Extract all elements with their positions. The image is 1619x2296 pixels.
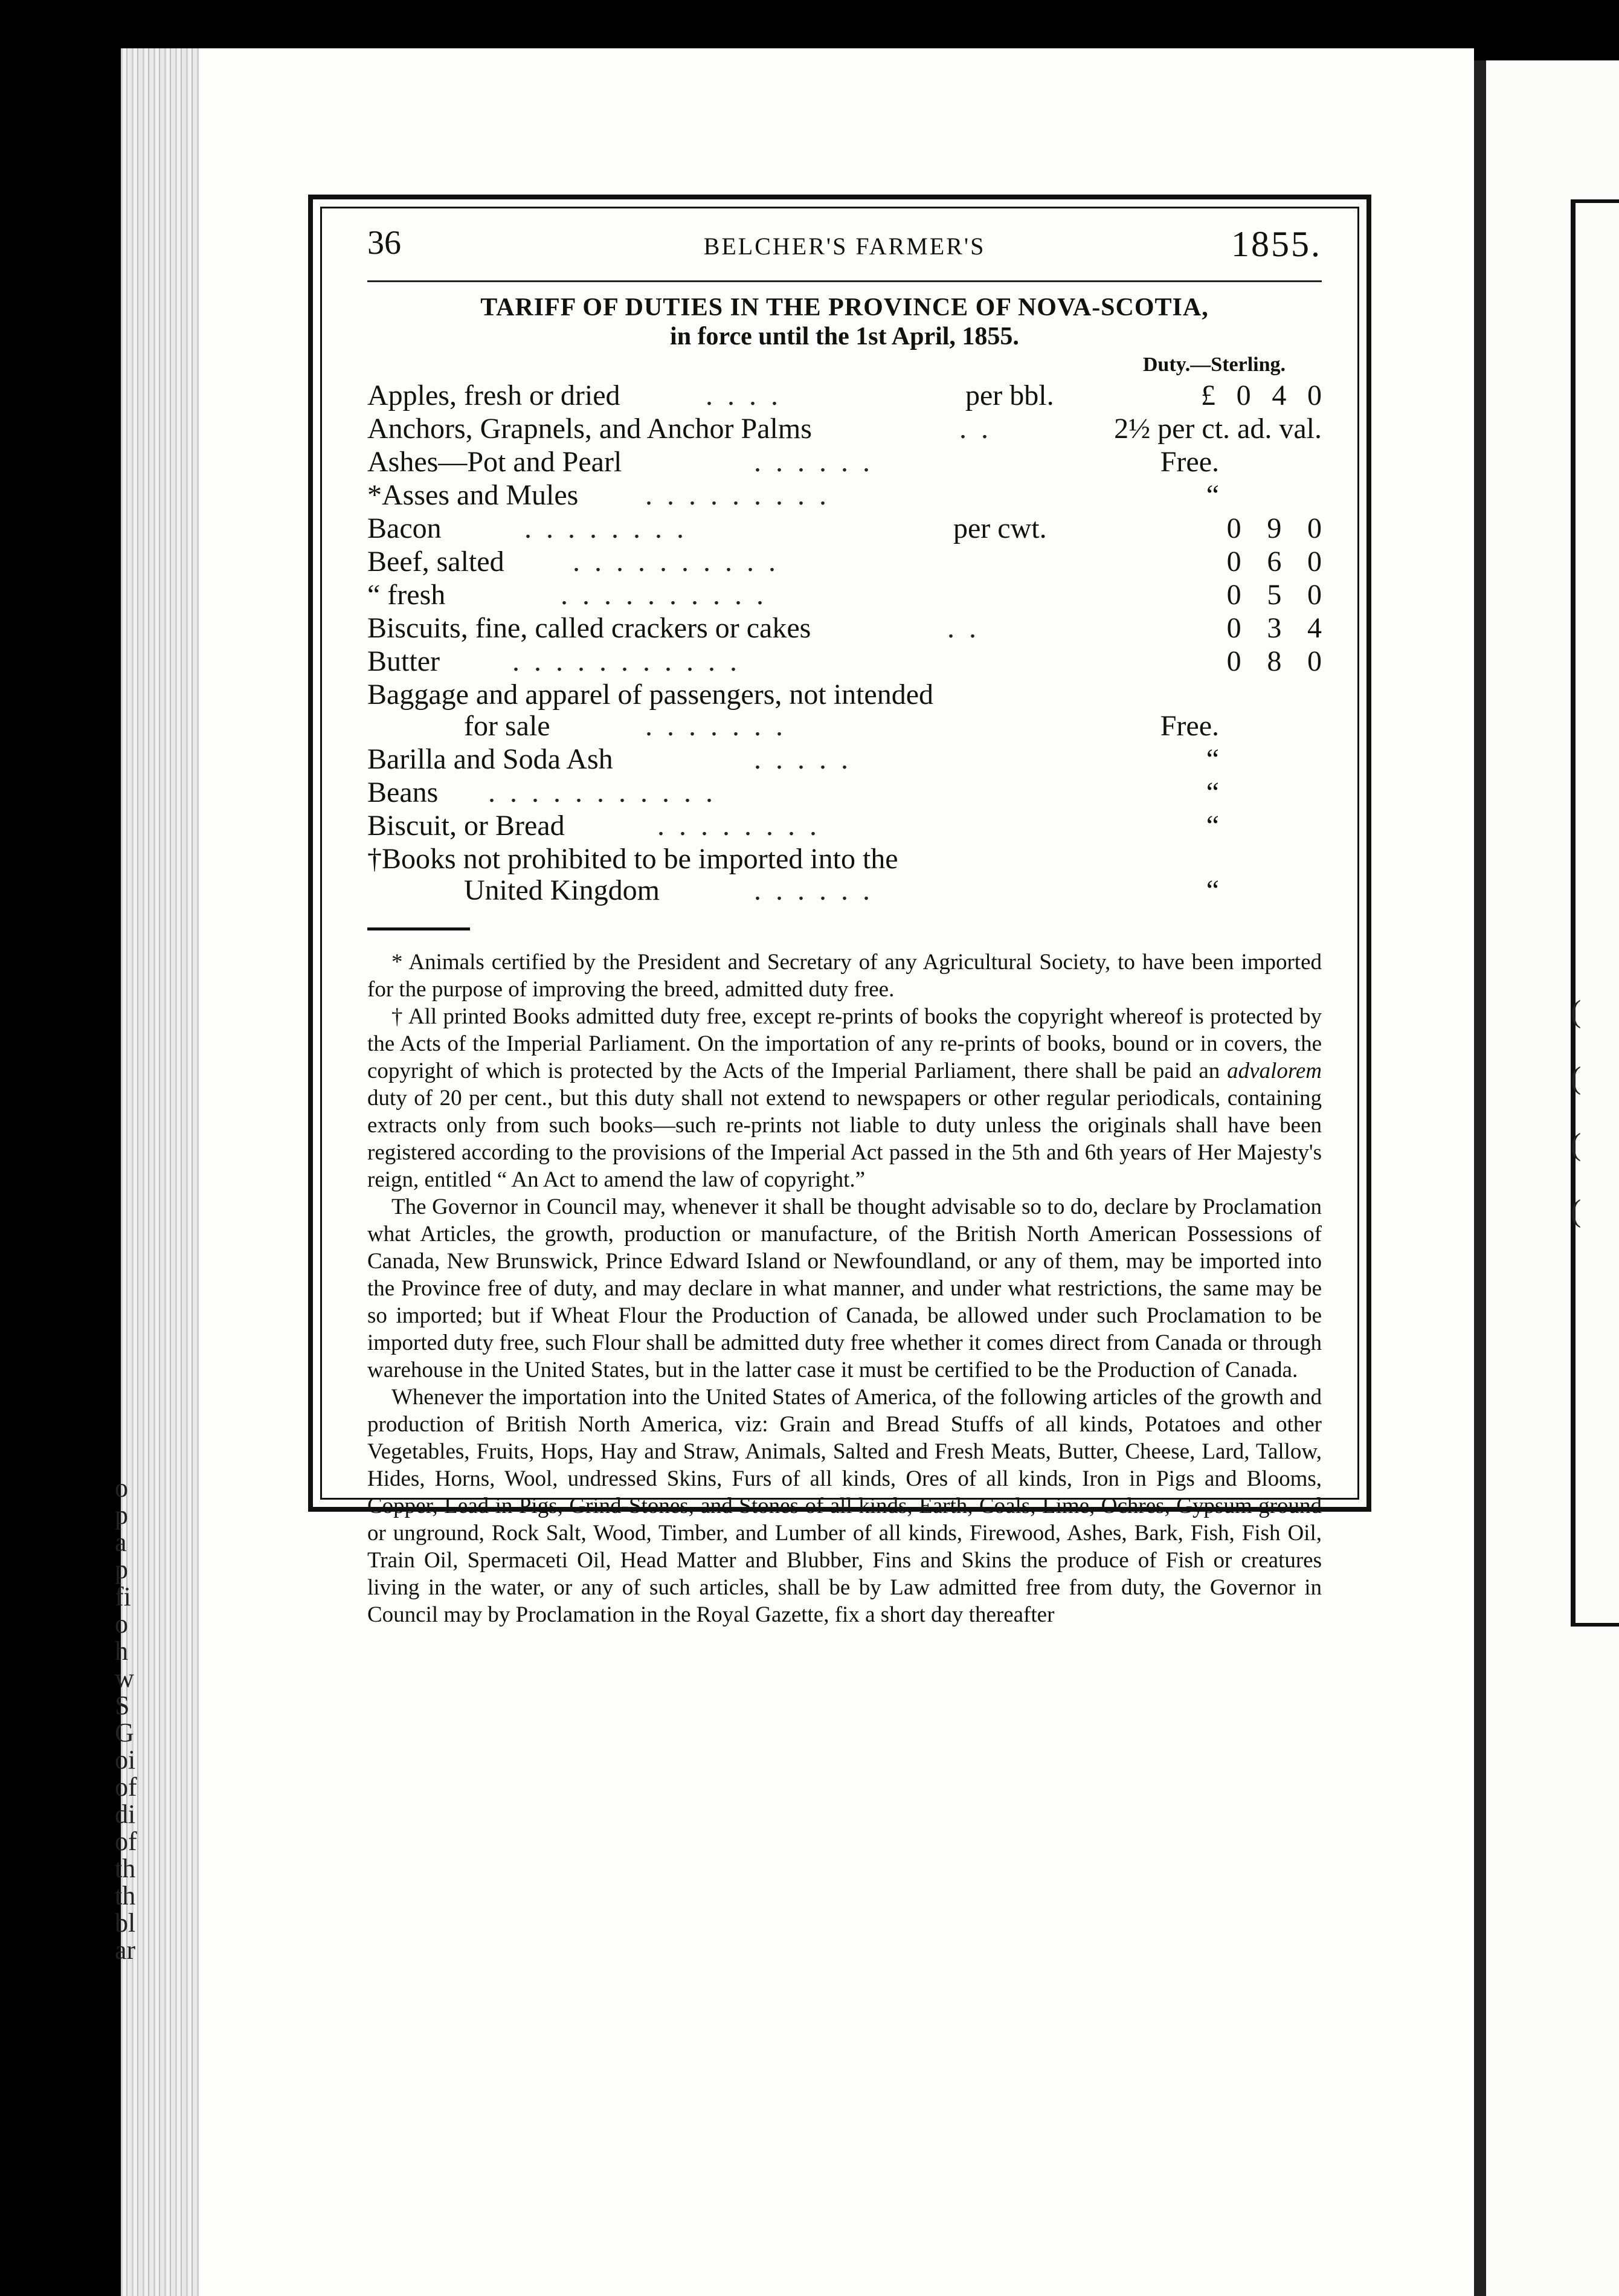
paragraph-united-states-reciprocity: Whenever the importation into the United States of America, of the following articles of the growth and production of British North America, viz: Grain and Bread Stuffs of all kinds, Potatoes and other Vegetables, Fruits, Hops, Hay and Straw, Animals, Salted and Fresh Meats, Butter, Cheese, Lard, Tallow, Hides, Horns, Wool, undressed Skins, Furs of all kinds, Ores of all kinds, Iron in Pigs and Blooms, Copper, Lead in Pigs, Grind-Stones, and Stones of all kinds, Earth, Coals, Lime, Ochres, Gypsum ground or unground, Rock Salt, Wood, Timber, and Lumber of all kinds, Firewood, Ashes, Bark, Fish, Fish Oil, Train Oil, Spermaceti Oil, Head Matter and Blubber, Fins and Skins the produce of Fish or creatures living in the water, or any of such articles, shall be by Law admitted free from duty, the Governor in Council may by Proclamation in the Royal Gazette, fix a short day thereafter <box>367 1385 1322 1627</box>
page-content <box>367 224 1322 1628</box>
duty-text: “ <box>1206 874 1219 906</box>
footnote-rule <box>367 927 470 930</box>
item-name: Butter <box>367 645 440 677</box>
notes <box>367 949 1322 1628</box>
running-head <box>367 224 1322 272</box>
item-name: “ fresh <box>367 579 446 611</box>
item-unit: per cwt. <box>953 512 1047 544</box>
tariff-row <box>367 809 1322 842</box>
leader-dots: ........ <box>657 810 831 842</box>
item-name: for sale <box>464 710 550 742</box>
leader-dots: ...... <box>754 874 884 906</box>
tariff-row <box>367 545 1322 578</box>
duty-text: Free. <box>1160 446 1219 478</box>
running-title: BELCHER'S FARMER'S <box>703 233 986 260</box>
footnote-animals: * Animals certified by the President and Secretary of any Agricultural Society, to have been imported for the purpose of improving the breed, admitted duty free. <box>367 950 1322 1002</box>
leader-dots: ....... <box>645 710 797 742</box>
leader-dots: ...... <box>754 446 884 478</box>
tariff-row <box>367 379 1322 412</box>
tariff-row <box>367 678 1322 709</box>
duty-amount: £ 0 4 0 <box>1201 379 1322 411</box>
tariff-table <box>367 379 1322 907</box>
duty-amount: 0 5 0 <box>1226 579 1322 611</box>
item-name: Barilla and Soda Ash <box>367 743 613 775</box>
leader-dots: ........... <box>512 645 752 677</box>
tariff-row <box>367 874 1322 907</box>
duty-text: “ <box>1206 479 1219 511</box>
duty-amount: 0 8 0 <box>1226 645 1322 677</box>
adjacent-page-frame <box>1571 199 1619 1627</box>
duty-text: Free. <box>1160 710 1219 742</box>
item-name: Apples, fresh or dried <box>367 379 620 411</box>
leader-dots: ........... <box>488 776 727 808</box>
item-name: *Asses and Mules <box>367 479 579 511</box>
leader-dots: .......... <box>561 579 778 611</box>
item-name: Anchors, Grapnels, and Anchor Palms <box>367 413 812 445</box>
duty-text: “ <box>1206 776 1219 808</box>
item-name: Beans <box>367 776 439 808</box>
paragraph-governor-proclamation: The Governor in Council may, whenever it shall be thought advisable so to do, declare by Proclamation what Articles, the growth, production or manufacture, of the British North American Possessions of Canada, New Brunswick, Prince Edward Island or Newfoundland, or any of them, may be imported into the Province free of duty, and may declare in what manner, and under what restrictions, the same may be so imported; but if Wheat Flour the Production of Canada, be allowed under such Proclamation to be imported duty free, such Flour shall be admitted duty free whether it comes direct from Canada or through warehouse in the United States, but in the latter case it must be certified to be the Production of Canada. <box>367 1195 1322 1382</box>
tariff-title: TARIFF OF DUTIES IN THE PROVINCE OF NOVA-SCOTIA, <box>480 294 1209 321</box>
year: 1855. <box>1231 224 1322 264</box>
duty-amount: 0 3 4 <box>1226 612 1322 644</box>
duty-amount: 0 6 0 <box>1226 546 1322 578</box>
adjacent-page-letters: o p a p fi o h w S G oi of di of th th bl ar <box>115 1473 137 1965</box>
header-rule <box>367 280 1322 282</box>
latin-term: advalorem <box>1227 1059 1322 1083</box>
tariff-row <box>367 776 1322 809</box>
book-gutter <box>1474 60 1486 2296</box>
tariff-row <box>367 645 1322 678</box>
leader-dots: .. <box>959 413 1003 445</box>
page-number: 36 <box>367 224 401 262</box>
footnote-books: † All printed Books admitted duty free, except re-prints of books the copyright whereof is protected by the Acts of the Imperial Parliament. On the importation of any re-prints of books, bound or in covers, the copyright of which is protected by the Acts of the Imperial Parliament, there shall be paid an advalorem duty of 20 per cent., but this duty shall not extend to newspapers or other regular periodicals, containing extracts only from such books—such re-prints not liable to duty unless the originals shall have been registered according to the provisions of the Imperial Act passed in the 5th and 6th years of Her Majesty's reign, entitled “ An Act to amend the law of copyright.” <box>367 1004 1322 1192</box>
duty-column-header: Duty.—Sterling. <box>1142 353 1286 376</box>
tariff-row <box>367 412 1322 445</box>
leader-dots: ........ <box>524 512 698 544</box>
leader-dots: ......... <box>645 479 841 511</box>
leader-dots: .. <box>947 612 991 644</box>
tariff-row <box>367 512 1322 545</box>
tariff-row <box>367 743 1322 776</box>
item-name: Biscuits, fine, called crackers or cakes <box>367 612 811 644</box>
duty-text: “ <box>1206 810 1219 842</box>
tariff-row <box>367 578 1322 611</box>
item-name: Ashes—Pot and Pearl <box>367 446 622 478</box>
item-unit: per bbl. <box>965 379 1054 411</box>
tariff-subtitle: in force until the 1st April, 1855. <box>670 323 1019 350</box>
adjacent-page-parens: ( ( ( ( <box>1571 995 1582 1228</box>
tariff-row <box>367 479 1322 512</box>
leader-dots: ..... <box>754 743 863 775</box>
item-name: Bacon <box>367 512 442 544</box>
tariff-row <box>367 611 1322 645</box>
page-frame <box>308 195 1371 1627</box>
item-name: Biscuit, or Bread <box>367 810 565 842</box>
duty-text: “ <box>1206 743 1219 775</box>
duty-text: 2½ per ct. ad. val. <box>1114 413 1322 445</box>
leader-dots: .... <box>706 379 793 411</box>
currency-sign: £ <box>1201 379 1215 411</box>
tariff-row <box>367 842 1322 874</box>
item-name: Baggage and apparel of passengers, not intended <box>367 679 934 711</box>
tariff-row <box>367 709 1322 743</box>
adjacent-page <box>1486 60 1619 2296</box>
item-name: †Books not prohibited to be imported into the <box>367 843 898 875</box>
duty-amount: 0 9 0 <box>1226 512 1322 544</box>
leader-dots: .......... <box>573 546 790 578</box>
tariff-row <box>367 445 1322 479</box>
item-name: Beef, salted <box>367 546 504 578</box>
item-name: United Kingdom <box>464 874 660 906</box>
